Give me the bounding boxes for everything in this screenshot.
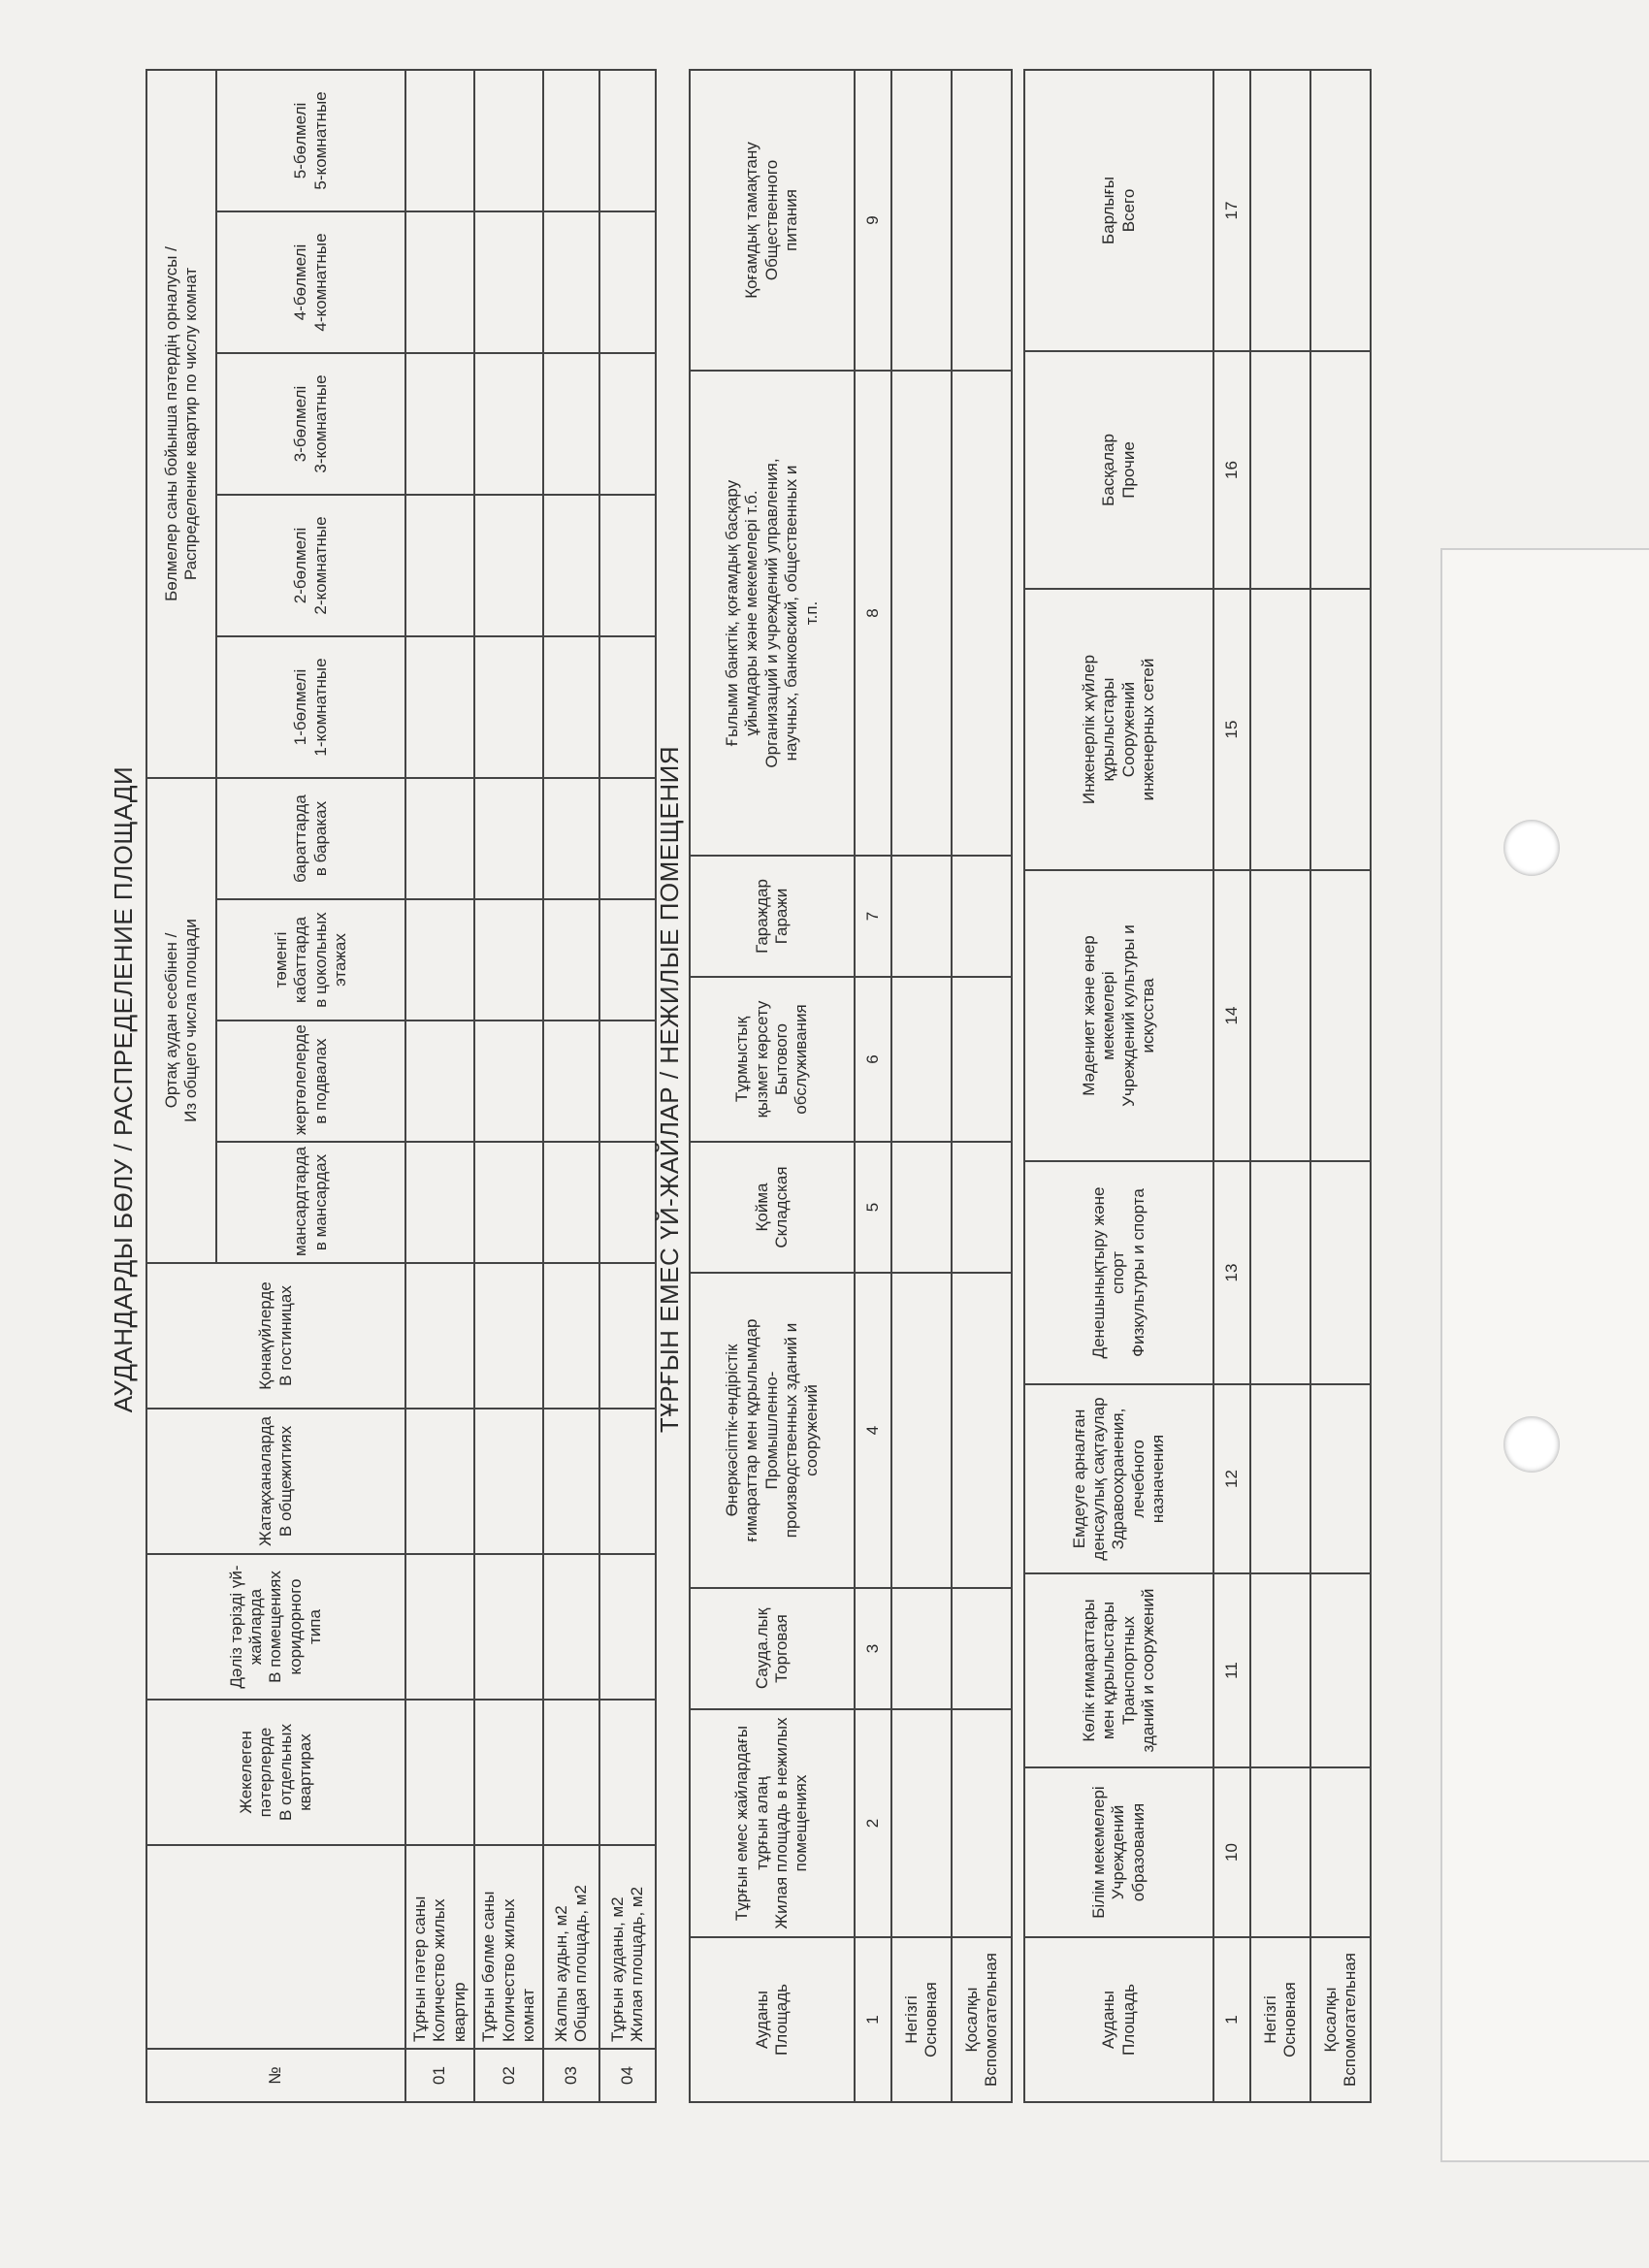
sub-barracks: бараттарда в бараках xyxy=(216,778,405,899)
col-engineering: Инженерлiк жүйлер құрылыстары Сооружений инженерных сетей xyxy=(1024,589,1213,870)
area-distribution-table xyxy=(146,69,657,2103)
col-corridor: Дәліз тәріздi үй-жайларда В помещениях коридорного типа xyxy=(146,1554,405,1700)
table-row: Негізгі Основная xyxy=(1250,70,1310,2102)
table-row: Негізгі Основная xyxy=(891,70,952,2102)
sub-rooms-2: 2-бөлмелi 2-комнатные xyxy=(216,495,405,636)
table-row: 04 Тұрғын ауданы, м2 Жилая площадь, м2 xyxy=(599,70,656,2102)
table-row: 01 Тұрғын пәтер саны Количество жилых квартир xyxy=(405,70,474,2102)
col-garages: Гараждар Гаражи xyxy=(690,856,855,977)
section1-title: АУДАНДАРДЫ БӨЛУ / РАСПРЕДЕЛЕНИЕ ПЛОЩАДИ xyxy=(109,765,138,1413)
group-common-area: Ортақ аудан есебінен / Из общего числа площади xyxy=(146,778,216,1263)
col-other: Басқалар Прочие xyxy=(1024,351,1213,589)
col-total: Барлығы Всего xyxy=(1024,70,1213,351)
non-residential-table xyxy=(689,69,1013,2103)
col-sports: Денешынықтыру және спорт Физкультуры и спорта xyxy=(1024,1161,1213,1384)
table-row: Қосалқы Вспомогательная xyxy=(952,70,1012,2102)
sub-rooms-4: 4-бөлмелi 4-комнатные xyxy=(216,211,405,353)
table-row: 02 Тұрғын бөлме саны Количество жилых комнат xyxy=(474,70,543,2102)
sub-rooms-3: 3-бөлмелi 3-комнатные xyxy=(216,353,405,495)
group-rooms: Бөлмелер саны бойынша пәтердiң орналусы / Распределение квартир по числу комнат xyxy=(146,70,216,778)
col-dorm: Жатақханаларда В общежитиях xyxy=(146,1409,405,1554)
col-culture: Мәдениет және өнер мекемелерi Учреждений культуры и искусства xyxy=(1024,870,1213,1161)
section2-title: ТҰРҒЫН ЕМЕС ҮЙ-ЖАЙЛАР / НЕЖИЛЫЕ ПОМЕЩЕНИЯ xyxy=(655,745,684,1434)
sub-mansard: мансардтарда в мансардах xyxy=(216,1142,405,1263)
sub-ground-floor: төменгi кабаттарда в цокольных этажах xyxy=(216,899,405,1021)
area-header: Ауданы Площадь xyxy=(1024,1937,1213,2102)
table-row: Қосалқы Вспомогательная xyxy=(1310,70,1371,2102)
column-numbers-row: 1 2 3 4 5 6 7 8 9 xyxy=(855,70,891,2102)
non-residential-table-continued xyxy=(1023,69,1372,2103)
table-row: 03 Жалпы аудын, м2 Общая площадь, м2 xyxy=(543,70,599,2102)
col-catering: Қоғамдық тамақтану Общественного питания xyxy=(690,70,855,371)
col-household-service: Тұрмыстық қызмет көрсету Бытового обслуживания xyxy=(690,977,855,1142)
col-education: Бiлiм мекемелерi Учреждений образования xyxy=(1024,1767,1213,1937)
column-numbers-row: 1 10 11 12 13 14 15 16 17 xyxy=(1213,70,1250,2102)
col-transport: Көлiк ғимараттары мен құрылыстары Транспортных зданий и сооружений xyxy=(1024,1573,1213,1767)
col-residential-in-nonresidential: Тұрғын емес жайлардағы тұрғын алаң Жилая площадь в нежилых помещениях xyxy=(690,1709,855,1937)
sub-basement: жертөлелерде в подвалах xyxy=(216,1021,405,1142)
row-label-header xyxy=(146,1845,405,2049)
col-hotel: Қонақүйлерде В гостиницах xyxy=(146,1263,405,1409)
sub-rooms-5: 5-бөлмелi 5-комнатные xyxy=(216,70,405,211)
col-warehouse: Қойма Складская xyxy=(690,1142,855,1273)
sub-rooms-1: 1-бөлмелi 1-комнатные xyxy=(216,636,405,778)
col-trade: Сауда.лық Торговая xyxy=(690,1588,855,1709)
col-organizations: Ғылыми банктiк, қоғамдық басқару ұйымдары және мекемелерi т.б. Организаций и учреждений управления, научных, банковский, общественных и т.п. xyxy=(690,371,855,856)
num-header: № xyxy=(146,2049,405,2102)
col-healthcare: Емдеуге арналған денсаулық сақтаулар Здравоохранения, лечебного назначения xyxy=(1024,1384,1213,1573)
col-industrial: Өнеркәсiптiк-өндiрiстiк ғимараттар мен құрылымдар Промышленно- производственных зданий и сооружений xyxy=(690,1273,855,1588)
col-separate: Жекелеген пәтерлерде В отдельных квартирах xyxy=(146,1700,405,1845)
area-header: Ауданы Площадь xyxy=(690,1937,855,2102)
